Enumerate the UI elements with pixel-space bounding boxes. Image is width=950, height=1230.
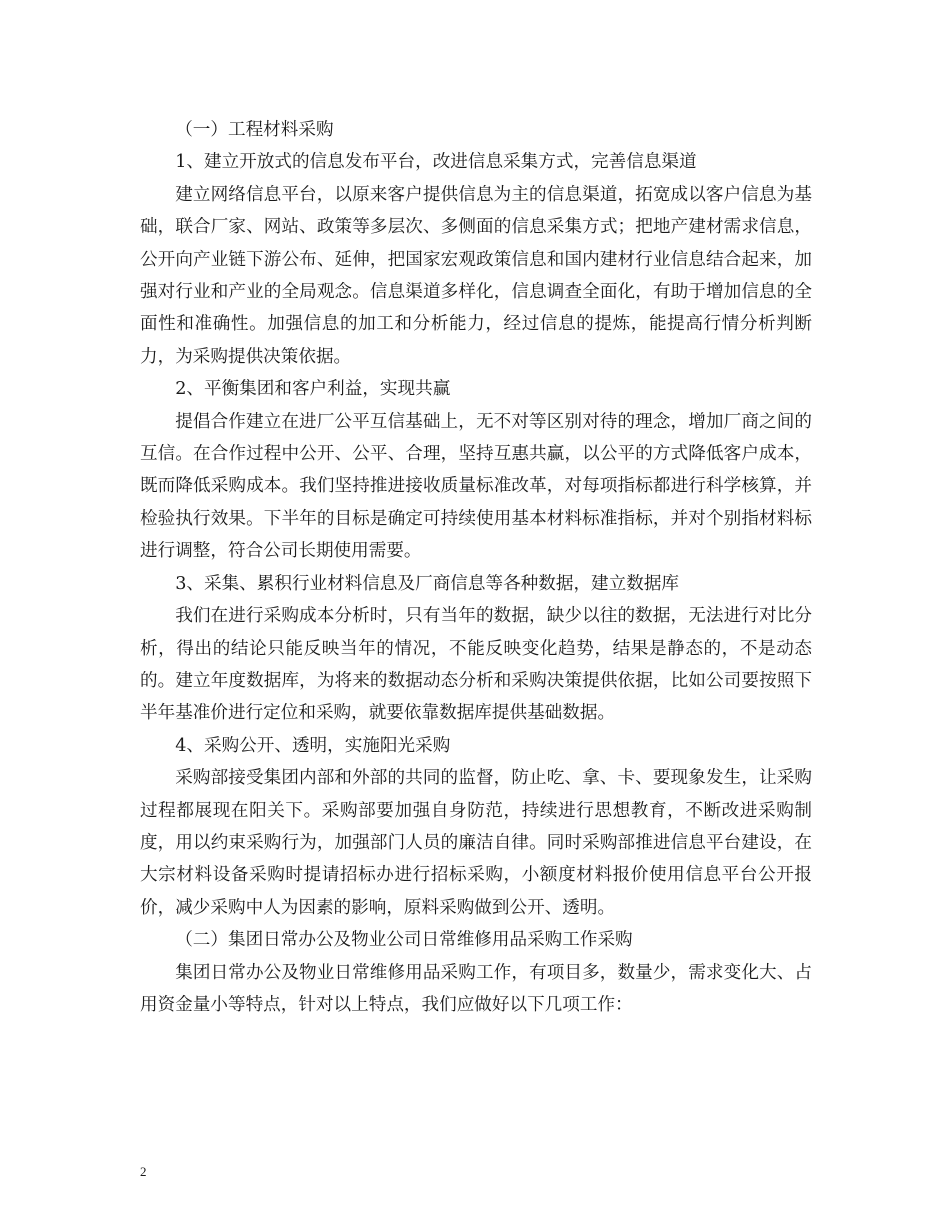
document-body: [140, 114, 812, 1021]
section-heading-office-supplies: （二）集团日常办公及物业公司日常维修用品采购工作采购: [175, 930, 633, 951]
subheading-database: 3、采集、累积行业材料信息及厂商信息等各种数据，建立数据库: [175, 573, 680, 594]
paragraph-database: 我们在进行采购成本分析时，只有当年的数据，缺少以往的数据，无法进行对比分析，得出的结论只能反映当年的情况，不能反映变化趋势，结果是静态的，不是动态的。建立年度数据库，为将来的数据动态分析和采购决策提供依据，比如公司要按照下半年基准价进行定位和采购，就要依靠数据库提供基础数据。: [140, 606, 812, 724]
subheading-transparent-procurement: 4、采购公开、透明，实施阳光采购: [175, 735, 451, 756]
paragraph-balance-interests: 提倡合作建立在进厂公平互信基础上，无不对等区别对待的理念，增加厂商之间的互信。在合作过程中公开、公平、合理，坚持互惠共赢，以公平的方式降低客户成本，既而降低采购成本。我们坚持推进接收质量标准改革，对每项指标都进行科学核算，并检验执行效果。下半年的目标是确定可持续使用基本材料标准指标，并对个别指材料标进行调整，符合公司长期使用需要。: [140, 411, 812, 562]
subheading-info-platform: 1、建立开放式的信息发布平台，改进信息采集方式，完善信息渠道: [175, 152, 697, 173]
section-heading-engineering-materials: （一）工程材料采购: [175, 120, 334, 140]
subheading-balance-interests: 2、平衡集团和客户利益，实现共赢: [175, 379, 451, 400]
paragraph-transparent-procurement: 采购部接受集团内部和外部的共同的监督，防止吃、拿、卡、要现象发生，让采购过程都展现在阳关下。采购部要加强自身防范，持续进行思想教育，不断改进采购制度，用以约束采购行为，加强部门人员的廉洁自律。同时采购部推进信息平台建设，在大宗材料设备采购时提请招标办进行招标采购，小额度材料报价使用信息平台公开报价，减少采购中人为因素的影响，原料采购做到公开、透明。: [140, 768, 812, 918]
paragraph-office-supplies: 集团日常办公及物业日常维修用品采购工作，有项目多，数量少，需求变化大、占用资金量小等特点，针对以上特点，我们应做好以下几项工作：: [140, 962, 812, 1015]
paragraph-info-platform: 建立网络信息平台，以原来客户提供信息为主的信息渠道，拓宽成以客户信息为基础，联合厂家、网站、政策等多层次、多侧面的信息采集方式；把地产建材需求信息，公开向产业链下游公布、延伸，把国家宏观政策信息和国内建材行业信息结合起来，加强对行业和产业的全局观念。信息渠道多样化，信息调查全面化，有助于增加信息的全面性和准确性。加强信息的加工和分析能力，经过信息的提炼，能提高行情分析判断力，为采购提供决策依据。: [140, 184, 812, 367]
page-number: 2: [140, 1164, 147, 1179]
